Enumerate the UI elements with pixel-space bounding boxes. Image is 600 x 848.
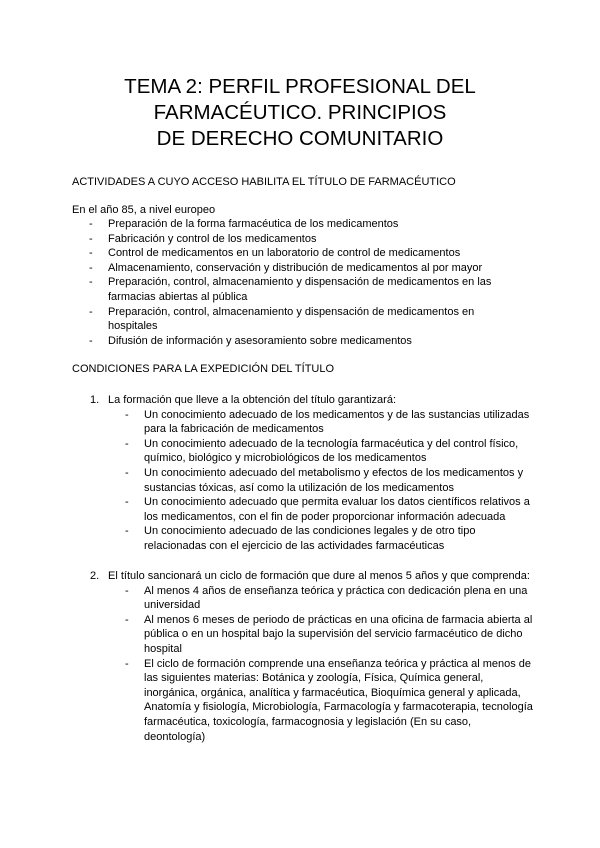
title-line-3: DE DERECHO COMUNITARIO — [156, 127, 444, 150]
section-heading-activities: ACTIVIDADES A CUYO ACCESO HABILITA EL TÍTULO DE FARMACÉUTICO — [72, 176, 456, 188]
list-item: - Preparación, control, almacenamiento y dispensación de medicamentos en las farmacias abiertas al pública — [108, 275, 508, 304]
section-heading-conditions: CONDICIONES PARA LA EXPEDICIÓN DEL TÍTULO — [72, 363, 335, 375]
list-item: - Preparación, control, almacenamiento y dispensación de medicamentos en hospitales — [108, 305, 508, 334]
item-number: 2. — [90, 570, 100, 582]
title-line-2: FARMACÉUTICO. PRINCIPIOS — [153, 101, 447, 124]
item-number: 1. — [90, 394, 100, 406]
guarantees-list — [144, 408, 534, 554]
list-item: - Fabricación y control de los medicamentos — [108, 232, 508, 247]
list-item: - Al menos 6 meses de periodo de prácticas en una oficina de farmacia abierta al pública o en un hospital bajo la supervisión del servicio farmacéutico de dicho hospital — [144, 613, 534, 657]
numbered-item-2 — [90, 569, 540, 744]
list-item: - Un conocimiento adecuado del metabolismo y efectos de los medicamentos y sustancias tóxicas, así como la utilización de los medicamentos — [144, 466, 534, 495]
list-item: - Almacenamiento, conservación y distribución de medicamentos al por mayor — [108, 261, 508, 276]
list-item: - Preparación de la forma farmacéutica de los medicamentos — [108, 217, 508, 232]
numbered-item-1 — [90, 393, 540, 554]
page-title — [40, 74, 560, 152]
title-line-1: TEMA 2: PERFIL PROFESIONAL DEL — [124, 75, 476, 98]
list-item: - Al menos 4 años de enseñanza teórica y práctica con dedicación plena en una universidad — [144, 584, 534, 613]
list-item: - Un conocimiento adecuado de los medicamentos y de las sustancias utilizadas para la fabricación de medicamentos — [144, 408, 534, 437]
item-lead: El título sancionará un ciclo de formación que dure al menos 5 años y que comprenda: — [108, 570, 530, 582]
activities-list — [108, 217, 508, 348]
list-item: - Un conocimiento adecuado que permita evaluar los datos científicos relativos a los medicamentos, con el fin de poder proporcionar información adecuada — [144, 495, 534, 524]
list-item: - Control de medicamentos en un laboratorio de control de medicamentos — [108, 246, 508, 261]
training-list — [144, 584, 534, 745]
list-item: - Un conocimiento adecuado de las condiciones legales y de otro tipo relacionadas con el ejercicio de las actividades farmacéuticas — [144, 524, 534, 553]
list-item: - El ciclo de formación comprende una enseñanza teórica y práctica al menos de las siguientes materias: Botánica y zoología, Física, Química general, inorgánica, orgánica, analítica y farmacéutica, Bioquímica general y aplicada, Anatomía y fisiología, Microbiología, Farmacología y farmacoterapia, tecnología farmacéutica, toxicología, farmacognosia y legislación (En su caso, deontología) — [144, 657, 534, 745]
item-lead: La formación que lleve a la obtención del título garantizará: — [108, 394, 397, 406]
list-item: - Un conocimiento adecuado de la tecnología farmacéutica y del control físico, químico, biológico y microbiológicos de los medicamentos — [144, 437, 534, 466]
list-item: - Difusión de información y asesoramiento sobre medicamentos — [108, 334, 508, 349]
section-intro: En el año 85, a nivel europeo — [72, 204, 216, 216]
